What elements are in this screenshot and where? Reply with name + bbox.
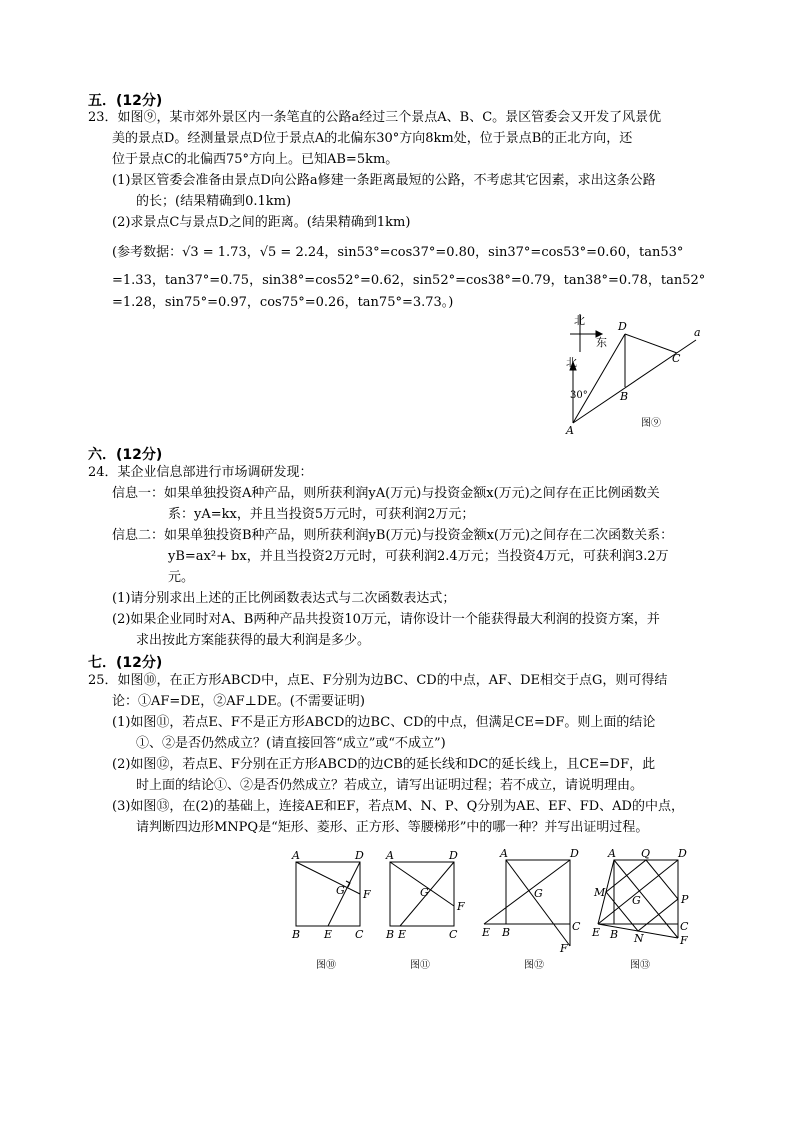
fig12-point-f: F: [560, 942, 568, 955]
q24-line-1: 24．某企业信息部进行市场调研发现：: [88, 465, 313, 480]
q23-line-6: (2)求景点C与景点D之间的距离。(结果精确到1km): [112, 215, 411, 230]
square-abcd: [614, 860, 678, 924]
fig9-label-north-bottom: 北: [566, 356, 577, 369]
fig13-point-p: P: [681, 893, 689, 906]
fig10-point-g: G: [336, 884, 345, 897]
section-5-header: 五．(12分): [88, 93, 163, 109]
q23-line-1: 23．如图⑨，某市郊外景区内一条笔直的公路a经过三个景点A、B、C。景区管委会又开发了风景优: [88, 110, 662, 125]
fig13-point-n: N: [634, 932, 644, 945]
figure-9: [556, 308, 716, 440]
fig11-caption: 图⑪: [410, 960, 430, 971]
fig9-road-label: a: [694, 326, 701, 339]
fig13-point-b: B: [610, 928, 619, 941]
figure-11: [382, 846, 474, 976]
q23-line-9: =1.28，sin75°=0.97，cos75°=0.26，tan75°=3.73。): [112, 295, 454, 310]
q25-line-7: (3)如图⑬，在(2)的基础上，连接AE和EF，若点M、N、P、Q分别为AE、EF、FD、AD的中点，: [112, 799, 684, 814]
fig10-point-a: A: [292, 849, 300, 862]
q25-line-2: 论：①AF=DE，②AF⊥DE。(不需要证明): [112, 694, 365, 709]
fig9-point-d: D: [618, 320, 627, 333]
fig11-point-d: D: [449, 849, 458, 862]
q25-line-6: 时上面的结论①、②是否仍然成立？若成立，请写出证明过程；若不成立，请说明理由。: [136, 778, 644, 793]
q24-line-8: (2)如果企业同时对A、B两种产品共投资10万元，请你设计一个能获得最大利润的投资方案，并: [112, 612, 660, 627]
fig12-caption: 图⑫: [524, 960, 544, 971]
segment-dc: [625, 334, 677, 353]
q25-line-5: (2)如图⑫，若点E、F分别在正方形ABCD的边CB的延长线和DC的延长线上，且CE=DF，此: [112, 757, 656, 772]
figure-12: [478, 846, 590, 976]
q24-line-7: (1)请分别求出上述的正比例函数表达式与二次函数表达式；: [112, 591, 456, 606]
fig13-point-c: C: [680, 920, 689, 933]
fig9-point-b: B: [620, 390, 629, 403]
fig12-point-g: G: [534, 887, 543, 900]
section-6-header: 六．(12分): [88, 447, 163, 463]
fig9-label-north-top: 北: [574, 314, 585, 327]
fig13-point-q: Q: [641, 847, 651, 860]
fig12-point-e: E: [482, 926, 491, 939]
q24-line-3: 系：yA=kx，并且当投资5万元时，可获利润2万元；: [168, 507, 475, 522]
q23-line-5: 的长；(结果精确到0.1km): [136, 194, 292, 209]
fig12-point-c: C: [572, 920, 581, 933]
fig10-point-f: F: [363, 888, 371, 901]
section-7-header: 七．(12分): [88, 655, 163, 671]
fig10-caption: 图⑩: [316, 960, 336, 971]
fig13-point-m: M: [594, 886, 606, 899]
fig9-point-c: C: [672, 352, 681, 365]
fig11-point-f: F: [457, 900, 465, 913]
fig9-label-east: 东: [596, 336, 607, 349]
q23-line-2: 美的景点D。经测量景点D位于景点A的北偏东30°方向8km处，位于景点B的正北方向，还: [112, 131, 633, 146]
square-abcd: [296, 862, 360, 926]
segment-af: [614, 860, 678, 938]
segment-af: [506, 860, 570, 946]
q23-line-8: =1.33，tan37°=0.75，sin38°=cos52°=0.62，sin52°=cos38°=0.79，tan38°=0.78，tan52°: [112, 273, 706, 288]
q24-line-6: 元。: [168, 570, 195, 585]
fig11-point-e: E: [398, 928, 407, 941]
q25-line-1: 25．如图⑩，在正方形ABCD中，点E、F分别为边BC、CD的中点，AF、DE相交于点G，则可得结: [88, 673, 668, 688]
fig13-point-g: G: [632, 894, 641, 907]
segment-de: [598, 860, 678, 924]
q24-line-9: 求出按此方案能获得的最大利润是多少。: [136, 633, 371, 648]
fig11-point-b: B: [386, 928, 395, 941]
q25-line-4: ①、②是否仍然成立？(请直接回答“成立”或“不成立”): [136, 736, 446, 751]
quadrilateral-mnpq: [606, 860, 678, 931]
fig12-point-b: B: [502, 926, 511, 939]
q23-line-3: 位于景点C的北偏西75°方向上。已知AB=5km。: [112, 152, 399, 167]
fig13-point-a: A: [608, 847, 616, 860]
q25-line-3: (1)如图⑪，若点E、F不是正方形ABCD的边BC、CD的中点，但满足CE=DF。则上面的结论: [112, 715, 656, 730]
fig9-point-a: A: [566, 424, 574, 437]
fig13-caption: 图⑬: [630, 960, 650, 971]
fig12-point-a: A: [500, 847, 508, 860]
fig10-point-c: C: [355, 928, 364, 941]
fig10-point-e: E: [324, 928, 333, 941]
fig10-point-d: D: [355, 849, 364, 862]
fig11-point-c: C: [449, 928, 458, 941]
figure-13: [588, 846, 700, 976]
segment-af: [296, 862, 360, 894]
q24-line-4: 信息二：如果单独投资B种产品，则所获利润yB(万元)与投资金额x(万元)之间存在二次函数关系：: [112, 528, 674, 543]
q24-line-2: 信息一：如果单独投资A种产品，则所获利润yA(万元)与投资金额x(万元)之间存在正比例函数关: [112, 486, 660, 501]
fig9-label-angle: 30°: [570, 390, 588, 401]
fig11-point-g: G: [420, 886, 429, 899]
figure-10: [288, 846, 380, 976]
fig13-point-e: E: [592, 926, 601, 939]
q25-line-8: 请判断四边形MNPQ是“矩形、菱形、正方形、等腰梯形”中的哪一种？并写出证明过程。: [136, 820, 649, 835]
fig10-point-b: B: [292, 928, 301, 941]
q23-line-7: (参考数据：√3 = 1.73，√5 = 2.24，sin53°=cos37°=0.80，sin37°=cos53°=0.60，tan53°: [112, 245, 684, 260]
fig13-point-d: D: [678, 847, 687, 860]
fig9-caption: 图⑨: [641, 418, 661, 429]
fig11-point-a: A: [386, 849, 394, 862]
q24-line-5: yB=ax²+ bx，并且当投资2万元时，可获利润2.4万元；当投资4万元，可获利润3.2万: [168, 549, 669, 564]
right-angle-mark: [346, 881, 350, 887]
q23-line-4: (1)景区管委会准备由景点D向公路a修建一条距离最短的公路，不考虑其它因素，求出这条公路: [112, 173, 656, 188]
segment-de: [484, 860, 570, 924]
fig12-point-d: D: [570, 847, 579, 860]
fig13-point-f: F: [680, 934, 688, 947]
